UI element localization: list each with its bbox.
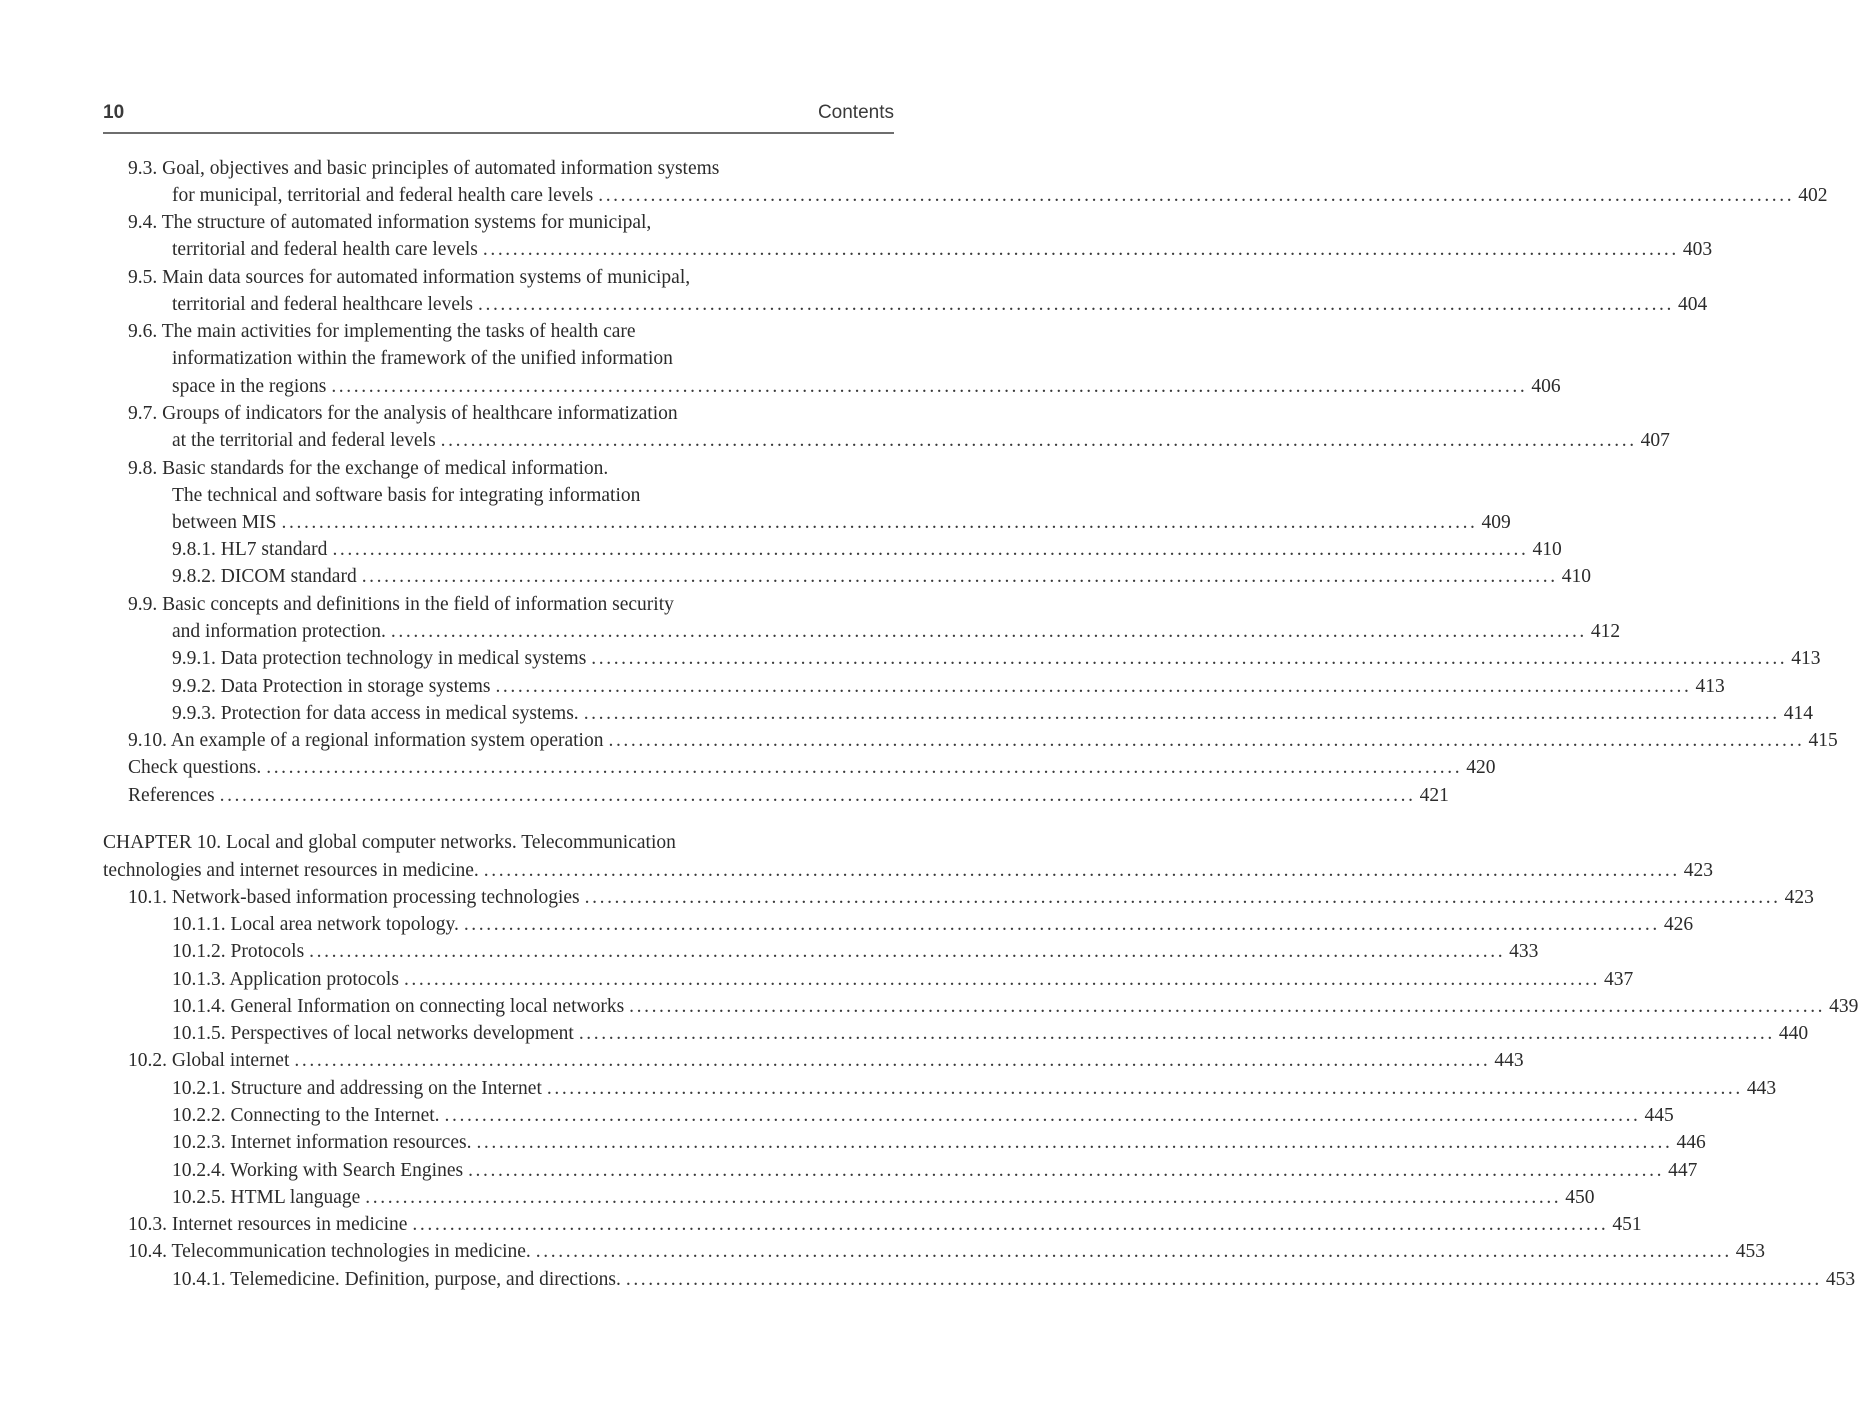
toc-entry — [128, 209, 894, 236]
toc-entry-page: 410 — [1532, 539, 1562, 560]
toc-entry — [172, 673, 1725, 700]
dot-leader: ................................................................................................................................................................ — [482, 239, 1679, 260]
toc-entry — [172, 911, 1694, 938]
toc-entry-page: 412 — [1590, 621, 1621, 642]
toc-entry-title: 10.1.2. Protocols — [172, 941, 305, 962]
dot-leader: ................................................................................................................................................................ — [583, 703, 1780, 724]
toc-entry — [172, 700, 1813, 727]
toc-entry — [172, 1020, 1809, 1047]
dot-leader: ................................................................................................................................................................ — [361, 566, 1558, 587]
toc-entry — [172, 536, 1562, 563]
page-number: 10 — [103, 102, 125, 123]
toc-entry — [172, 482, 894, 509]
toc-entry-page: 446 — [1676, 1132, 1706, 1153]
toc-entry-title: for municipal, territorial and federal health care levels — [172, 185, 594, 206]
running-head — [103, 96, 894, 134]
toc-entry-title: 9.9.3. Protection for data access in medical systems. — [172, 703, 579, 724]
toc-entry-page: 433 — [1509, 941, 1539, 962]
toc-entry-page: 410 — [1561, 566, 1591, 587]
dot-leader: ................................................................................................................................................................ — [478, 294, 1674, 315]
toc-entry-page: 453 — [1825, 1269, 1856, 1290]
running-head-title: Contents — [817, 102, 894, 123]
dot-leader: ................................................................................................................................................................ — [266, 757, 1463, 778]
toc-entry-page: 413 — [1695, 676, 1725, 697]
toc-entry — [128, 727, 1838, 754]
dot-leader: ................................................................................................................................................................ — [591, 648, 1788, 669]
toc-entry — [172, 966, 1634, 993]
dot-leader: ................................................................................................................................................................ — [483, 860, 1680, 881]
toc-entry-title: 10.3. Internet resources in medicine — [128, 1214, 408, 1235]
toc-entry-title: 9.8.1. HL7 standard — [172, 539, 328, 560]
toc-entry-title: 10.1. Network-based information processing technologies — [128, 887, 580, 908]
toc-entry-page: 423 — [1784, 887, 1814, 908]
toc-entry-title: 9.9.1. Data protection technology in medical systems — [172, 648, 587, 669]
toc-entry-page: 420 — [1466, 757, 1496, 778]
toc-entry-title: at the territorial and federal levels — [172, 430, 436, 451]
toc-entry-title: between MIS — [172, 512, 277, 533]
toc-entry-title: 9.6. The main activities for implementing the tasks of health care — [128, 321, 636, 342]
toc-entry — [128, 1238, 1766, 1265]
toc-entry — [128, 400, 894, 427]
toc-entry — [128, 1211, 1642, 1238]
toc-entry-title: References — [128, 785, 215, 806]
toc-entry-page: 415 — [1808, 730, 1838, 751]
toc-entry — [172, 618, 1621, 645]
dot-leader: ................................................................................................................................................................ — [584, 887, 1781, 908]
dot-leader: ................................................................................................................................................................ — [495, 676, 1692, 697]
toc-entry-title: 10.2. Global internet — [128, 1050, 290, 1071]
toc-entry — [128, 155, 894, 182]
toc-entry-page: 404 — [1678, 294, 1708, 315]
toc-entry — [103, 829, 894, 856]
toc-entry-page: 421 — [1419, 785, 1449, 806]
toc-entry-page: 409 — [1481, 512, 1511, 533]
dot-leader: ................................................................................................................................................................ — [629, 996, 1826, 1017]
toc-entry-title: 10.1.3. Application protocols — [172, 969, 399, 990]
dot-leader: ................................................................................................................................................................ — [294, 1050, 1491, 1071]
dot-leader: ................................................................................................................................................................ — [331, 376, 1528, 397]
toc-entry-page: 440 — [1778, 1023, 1809, 1044]
toc-entry — [172, 1184, 1595, 1211]
toc-entry-page: 423 — [1683, 860, 1714, 881]
toc-entry — [172, 645, 1821, 672]
dot-leader: ................................................................................................................................................................ — [535, 1241, 1732, 1262]
toc-entry — [172, 373, 1561, 400]
toc-entry — [172, 1266, 1856, 1293]
toc-entry-page: 451 — [1612, 1214, 1642, 1235]
toc-entry-page: 414 — [1783, 703, 1813, 724]
toc-entry-title: 10.1.4. General Information on connecting local networks — [172, 996, 625, 1017]
toc-entry — [128, 455, 894, 482]
toc-entry-title: 10.1.5. Perspectives of local networks development — [172, 1023, 574, 1044]
dot-leader: ................................................................................................................................................................ — [546, 1078, 1743, 1099]
dot-leader: ................................................................................................................................................................ — [281, 512, 1478, 533]
toc-entry-page: 453 — [1735, 1241, 1766, 1262]
dot-leader: ................................................................................................................................................................ — [332, 539, 1529, 560]
toc-entry-title: 10.2.4. Working with Search Engines — [172, 1160, 464, 1181]
toc-entry — [172, 345, 894, 372]
toc-entry-title: Check questions. — [128, 757, 262, 778]
toc-entry-title: 9.7. Groups of indicators for the analysis of healthcare informatization — [128, 403, 678, 424]
toc-entry — [172, 1102, 1674, 1129]
toc-entry-title: 10.4. Telecommunication technologies in medicine. — [128, 1241, 531, 1262]
toc-entry — [172, 993, 1858, 1020]
toc-entry-title: 9.9. Basic concepts and definitions in the field of information security — [128, 594, 674, 615]
toc-entry — [128, 754, 1496, 781]
toc-entry — [172, 938, 1539, 965]
toc-entry-page: 450 — [1565, 1187, 1595, 1208]
toc-entry — [128, 782, 1449, 809]
toc-entry — [172, 563, 1591, 590]
toc-entry-page: 403 — [1682, 239, 1713, 260]
toc-entry — [172, 1129, 1706, 1156]
dot-leader: ................................................................................................................................................................ — [598, 185, 1795, 206]
toc-entry — [103, 857, 1714, 884]
dot-leader: ................................................................................................................................................................ — [403, 969, 1600, 990]
toc-entry — [172, 236, 1713, 263]
toc-entry — [172, 1075, 1777, 1102]
dot-leader: ................................................................................................................................................................ — [440, 430, 1637, 451]
toc-entry — [172, 291, 1708, 318]
toc-entry — [172, 509, 1511, 536]
dot-leader: ................................................................................................................................................................ — [625, 1269, 1822, 1290]
toc-entry-title: space in the regions — [172, 376, 327, 397]
toc-entry-page: 426 — [1663, 914, 1694, 935]
toc-entry-title: 10.2.5. HTML language — [172, 1187, 361, 1208]
toc-entry-title: 9.4. The structure of automated information systems for municipal, — [128, 212, 652, 233]
toc-entry-title: 10.2.2. Connecting to the Internet. — [172, 1105, 440, 1126]
dot-leader: ................................................................................................................................................................ — [219, 785, 1416, 806]
dot-leader: ................................................................................................................................................................ — [309, 941, 1506, 962]
toc-entry-title: informatization within the framework of the unified information — [172, 348, 673, 369]
toc-entry-page: 447 — [1668, 1160, 1698, 1181]
toc-entry-page: 437 — [1603, 969, 1634, 990]
toc-entry-page: 443 — [1746, 1078, 1777, 1099]
toc-entry — [172, 182, 1828, 209]
toc-entry-title: territorial and federal health care levels — [172, 239, 478, 260]
dot-leader: ................................................................................................................................................................ — [390, 621, 1587, 642]
toc-entry-page: 407 — [1640, 430, 1670, 451]
toc-entry-title: The technical and software basis for integrating information — [172, 485, 641, 506]
toc-entry — [128, 1047, 1524, 1074]
toc-entry-page: 443 — [1494, 1050, 1524, 1071]
toc-entry-title: 10.2.3. Internet information resources. — [172, 1132, 472, 1153]
toc-entry-title: 9.9.2. Data Protection in storage systems — [172, 676, 491, 697]
toc-entry-page: 402 — [1798, 185, 1828, 206]
dot-leader: ................................................................................................................................................................ — [476, 1132, 1673, 1153]
toc-entry-title: 9.8.2. DICOM standard — [172, 566, 357, 587]
dot-leader: ................................................................................................................................................................ — [444, 1105, 1641, 1126]
dot-leader: ................................................................................................................................................................ — [468, 1160, 1665, 1181]
dot-leader: ................................................................................................................................................................ — [608, 730, 1805, 751]
toc-entry-page: 406 — [1531, 376, 1561, 397]
dot-leader: ................................................................................................................................................................ — [463, 914, 1660, 935]
toc-entry-page: 413 — [1791, 648, 1821, 669]
toc-entry — [172, 1157, 1698, 1184]
toc-entry — [128, 591, 894, 618]
toc-entry-title: 10.2.1. Structure and addressing on the Internet — [172, 1078, 542, 1099]
toc-entry-title: and information protection. — [172, 621, 386, 642]
toc-entry-title: 10.1.1. Local area network topology. — [172, 914, 459, 935]
toc-entry — [128, 264, 894, 291]
toc-entry-title: CHAPTER 10. Local and global computer networks. Telecommunication — [103, 832, 676, 853]
toc-entry-title: 10.4.1. Telemedicine. Definition, purpose, and directions. — [172, 1269, 621, 1290]
toc-entry-title: 9.8. Basic standards for the exchange of medical information. — [128, 458, 609, 479]
dot-leader: ................................................................................................................................................................ — [578, 1023, 1775, 1044]
toc-entry — [172, 427, 1670, 454]
toc-entry-page: 445 — [1644, 1105, 1674, 1126]
toc-entry-title: 9.5. Main data sources for automated information systems of municipal, — [128, 267, 691, 288]
toc-entry-title: 9.10. An example of a regional information system operation — [128, 730, 604, 751]
toc-entry-page: 439 — [1829, 996, 1858, 1017]
toc-entry-title: 9.3. Goal, objectives and basic principles of automated information systems — [128, 158, 720, 179]
toc-entry — [128, 884, 1814, 911]
toc-entry — [128, 318, 894, 345]
dot-leader: ................................................................................................................................................................ — [412, 1214, 1609, 1235]
toc-entry-title: technologies and internet resources in medicine. — [103, 860, 479, 881]
dot-leader: ................................................................................................................................................................ — [365, 1187, 1562, 1208]
toc-entry-title: territorial and federal healthcare levels — [172, 294, 473, 315]
